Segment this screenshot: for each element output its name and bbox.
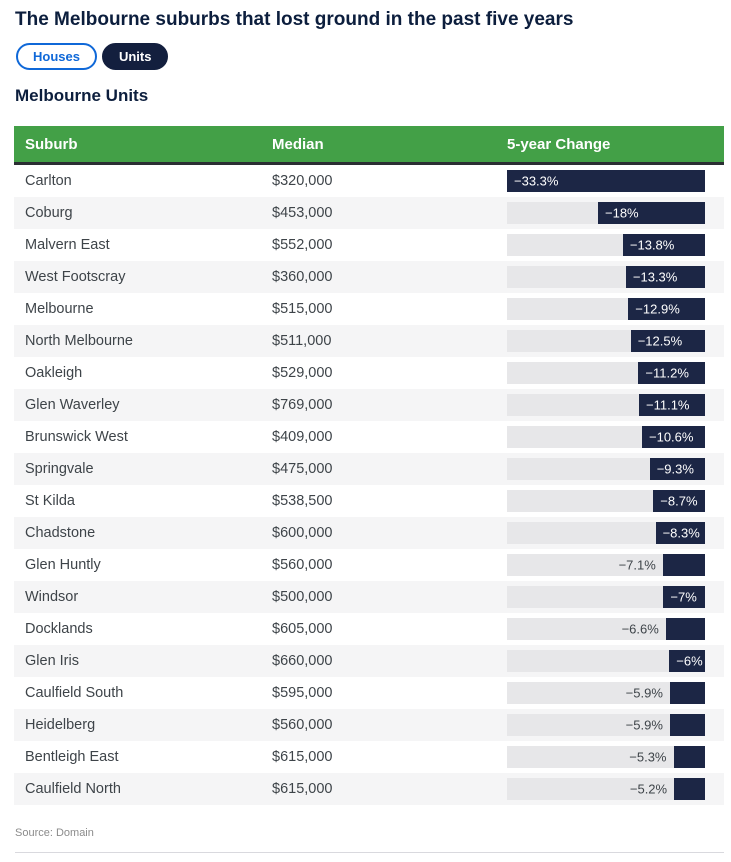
change-cell bbox=[507, 778, 724, 800]
change-label: −7.1% bbox=[618, 557, 656, 573]
change-label: −12.5% bbox=[637, 333, 683, 349]
tab-units[interactable]: Units bbox=[102, 43, 169, 70]
change-cell bbox=[507, 234, 724, 256]
change-bar-track bbox=[507, 362, 705, 384]
table-row bbox=[14, 165, 724, 197]
change-bar bbox=[674, 746, 706, 768]
change-cell bbox=[507, 522, 724, 544]
change-label: −7% bbox=[670, 589, 697, 605]
change-bar-track bbox=[507, 682, 705, 704]
median-value: $453,000 bbox=[272, 205, 333, 221]
change-label: −11.2% bbox=[645, 365, 689, 381]
change-cell bbox=[507, 618, 724, 640]
median-value: $769,000 bbox=[272, 397, 333, 413]
median-value: $615,000 bbox=[272, 749, 333, 765]
change-bar-track bbox=[507, 618, 705, 640]
change-bar-track bbox=[507, 394, 705, 416]
median-value: $529,000 bbox=[272, 365, 333, 381]
change-cell bbox=[507, 714, 724, 736]
table-row bbox=[14, 517, 724, 549]
suburb-name: Chadstone bbox=[25, 525, 96, 541]
change-bar-track bbox=[507, 330, 705, 352]
change-label: −5.2% bbox=[629, 781, 668, 797]
table-row bbox=[14, 453, 724, 485]
change-bar-track bbox=[507, 586, 705, 608]
change-cell bbox=[507, 394, 724, 416]
suburb-name: Windsor bbox=[25, 589, 79, 605]
change-bar bbox=[670, 714, 705, 736]
suburb-name: Caulfield South bbox=[25, 685, 124, 701]
suburb-name: North Melbourne bbox=[25, 333, 133, 349]
table-row bbox=[14, 709, 724, 741]
table-row bbox=[14, 773, 724, 805]
change-bar-track bbox=[507, 650, 705, 672]
change-bar-track bbox=[507, 426, 705, 448]
table-row bbox=[14, 293, 724, 325]
change-label: −8.7% bbox=[660, 493, 698, 509]
change-cell bbox=[507, 298, 724, 320]
table-row bbox=[14, 549, 724, 581]
source-note: Source: Domain bbox=[15, 827, 94, 839]
median-value: $360,000 bbox=[272, 269, 333, 285]
change-label: −6% bbox=[676, 653, 703, 669]
table-header bbox=[14, 126, 724, 165]
median-value: $600,000 bbox=[272, 525, 333, 541]
median-value: $475,000 bbox=[272, 461, 333, 477]
table-row bbox=[14, 645, 724, 677]
change-cell bbox=[507, 554, 724, 576]
suburb-name: Glen Iris bbox=[25, 653, 79, 669]
median-value: $515,000 bbox=[272, 301, 333, 317]
suburb-name: Heidelberg bbox=[25, 717, 96, 733]
change-bar-track bbox=[507, 554, 705, 576]
change-cell bbox=[507, 330, 724, 352]
median-value: $500,000 bbox=[272, 589, 333, 605]
suburb-name: Bentleigh East bbox=[25, 749, 119, 765]
change-label: −10.6% bbox=[649, 429, 694, 445]
median-value: $552,000 bbox=[272, 237, 333, 253]
change-cell bbox=[507, 426, 724, 448]
suburb-name: Glen Huntly bbox=[25, 557, 101, 573]
change-label: −12.9% bbox=[635, 301, 680, 317]
change-cell bbox=[507, 746, 724, 768]
change-cell bbox=[507, 682, 724, 704]
suburb-name: Oakleigh bbox=[25, 365, 83, 381]
change-label: −5.9% bbox=[625, 717, 663, 733]
change-label: −5.9% bbox=[625, 685, 663, 701]
change-bar-track bbox=[507, 490, 705, 512]
median-value: $560,000 bbox=[272, 717, 333, 733]
change-cell bbox=[507, 266, 724, 288]
change-label: −33.3% bbox=[514, 173, 559, 189]
change-label: −18% bbox=[605, 205, 639, 221]
change-bar-track bbox=[507, 170, 705, 192]
change-bar-track bbox=[507, 266, 705, 288]
table-row bbox=[14, 229, 724, 261]
change-bar bbox=[670, 682, 705, 704]
table-row bbox=[14, 421, 724, 453]
change-bar bbox=[674, 778, 705, 800]
median-value: $511,000 bbox=[272, 333, 332, 349]
table-row bbox=[14, 613, 724, 645]
suburb-name: Malvern East bbox=[25, 237, 110, 253]
table-row bbox=[14, 485, 724, 517]
change-label: −13.3% bbox=[632, 269, 678, 285]
median-value: $605,000 bbox=[272, 621, 333, 637]
median-value: $595,000 bbox=[272, 685, 333, 701]
change-bar-track bbox=[507, 234, 705, 256]
column-header-change: 5-year Change bbox=[507, 135, 611, 153]
change-cell bbox=[507, 170, 724, 192]
change-bar-track bbox=[507, 458, 705, 480]
median-value: $560,000 bbox=[272, 557, 333, 573]
suburb-name: Caulfield North bbox=[25, 781, 121, 797]
median-value: $615,000 bbox=[272, 781, 333, 797]
change-bar-track bbox=[507, 298, 705, 320]
table-row bbox=[14, 677, 724, 709]
suburb-name: Brunswick West bbox=[25, 429, 128, 445]
column-header-suburb: Suburb bbox=[25, 135, 78, 153]
page-title: The Melbourne suburbs that lost ground in the past five years bbox=[15, 9, 574, 30]
table-row bbox=[14, 325, 724, 357]
property-type-toggle bbox=[16, 43, 724, 70]
change-label: −5.3% bbox=[629, 749, 667, 765]
table-row bbox=[14, 741, 724, 773]
suburb-name: Glen Waverley bbox=[25, 397, 120, 413]
bottom-divider bbox=[15, 852, 724, 853]
change-label: −13.8% bbox=[629, 237, 675, 253]
change-label: −6.6% bbox=[621, 621, 659, 637]
median-value: $660,000 bbox=[272, 653, 333, 669]
change-cell bbox=[507, 458, 724, 480]
table-row bbox=[14, 261, 724, 293]
change-bar-track bbox=[507, 746, 705, 768]
table-body bbox=[14, 165, 724, 805]
section-title: Melbourne Units bbox=[15, 86, 149, 105]
change-label: −9.3% bbox=[656, 461, 694, 477]
suburb-name: Docklands bbox=[25, 621, 93, 637]
change-label: −8.3% bbox=[662, 525, 700, 541]
table-row bbox=[14, 197, 724, 229]
median-value: $409,000 bbox=[272, 429, 333, 445]
change-bar bbox=[666, 618, 705, 640]
change-cell bbox=[507, 586, 724, 608]
suburbs-table bbox=[14, 126, 724, 805]
change-cell bbox=[507, 490, 724, 512]
change-cell bbox=[507, 650, 724, 672]
tab-houses[interactable]: Houses bbox=[16, 43, 97, 70]
change-bar-track bbox=[507, 778, 705, 800]
suburb-name: Coburg bbox=[25, 205, 73, 221]
suburb-name: St Kilda bbox=[25, 493, 75, 509]
median-value: $320,000 bbox=[272, 173, 333, 189]
table-row bbox=[14, 389, 724, 421]
change-cell bbox=[507, 202, 724, 224]
change-label: −11.1% bbox=[646, 397, 690, 413]
table-row bbox=[14, 581, 724, 613]
change-bar-track bbox=[507, 714, 705, 736]
median-value: $538,500 bbox=[272, 493, 333, 509]
column-header-median: Median bbox=[272, 135, 324, 153]
suburb-name: Carlton bbox=[25, 173, 72, 189]
suburb-name: Springvale bbox=[25, 461, 94, 477]
table-row bbox=[14, 357, 724, 389]
change-bar bbox=[663, 554, 705, 576]
suburb-name: Melbourne bbox=[25, 301, 94, 317]
change-bar-track bbox=[507, 522, 705, 544]
change-bar-track bbox=[507, 202, 705, 224]
change-cell bbox=[507, 362, 724, 384]
suburb-name: West Footscray bbox=[25, 269, 126, 285]
